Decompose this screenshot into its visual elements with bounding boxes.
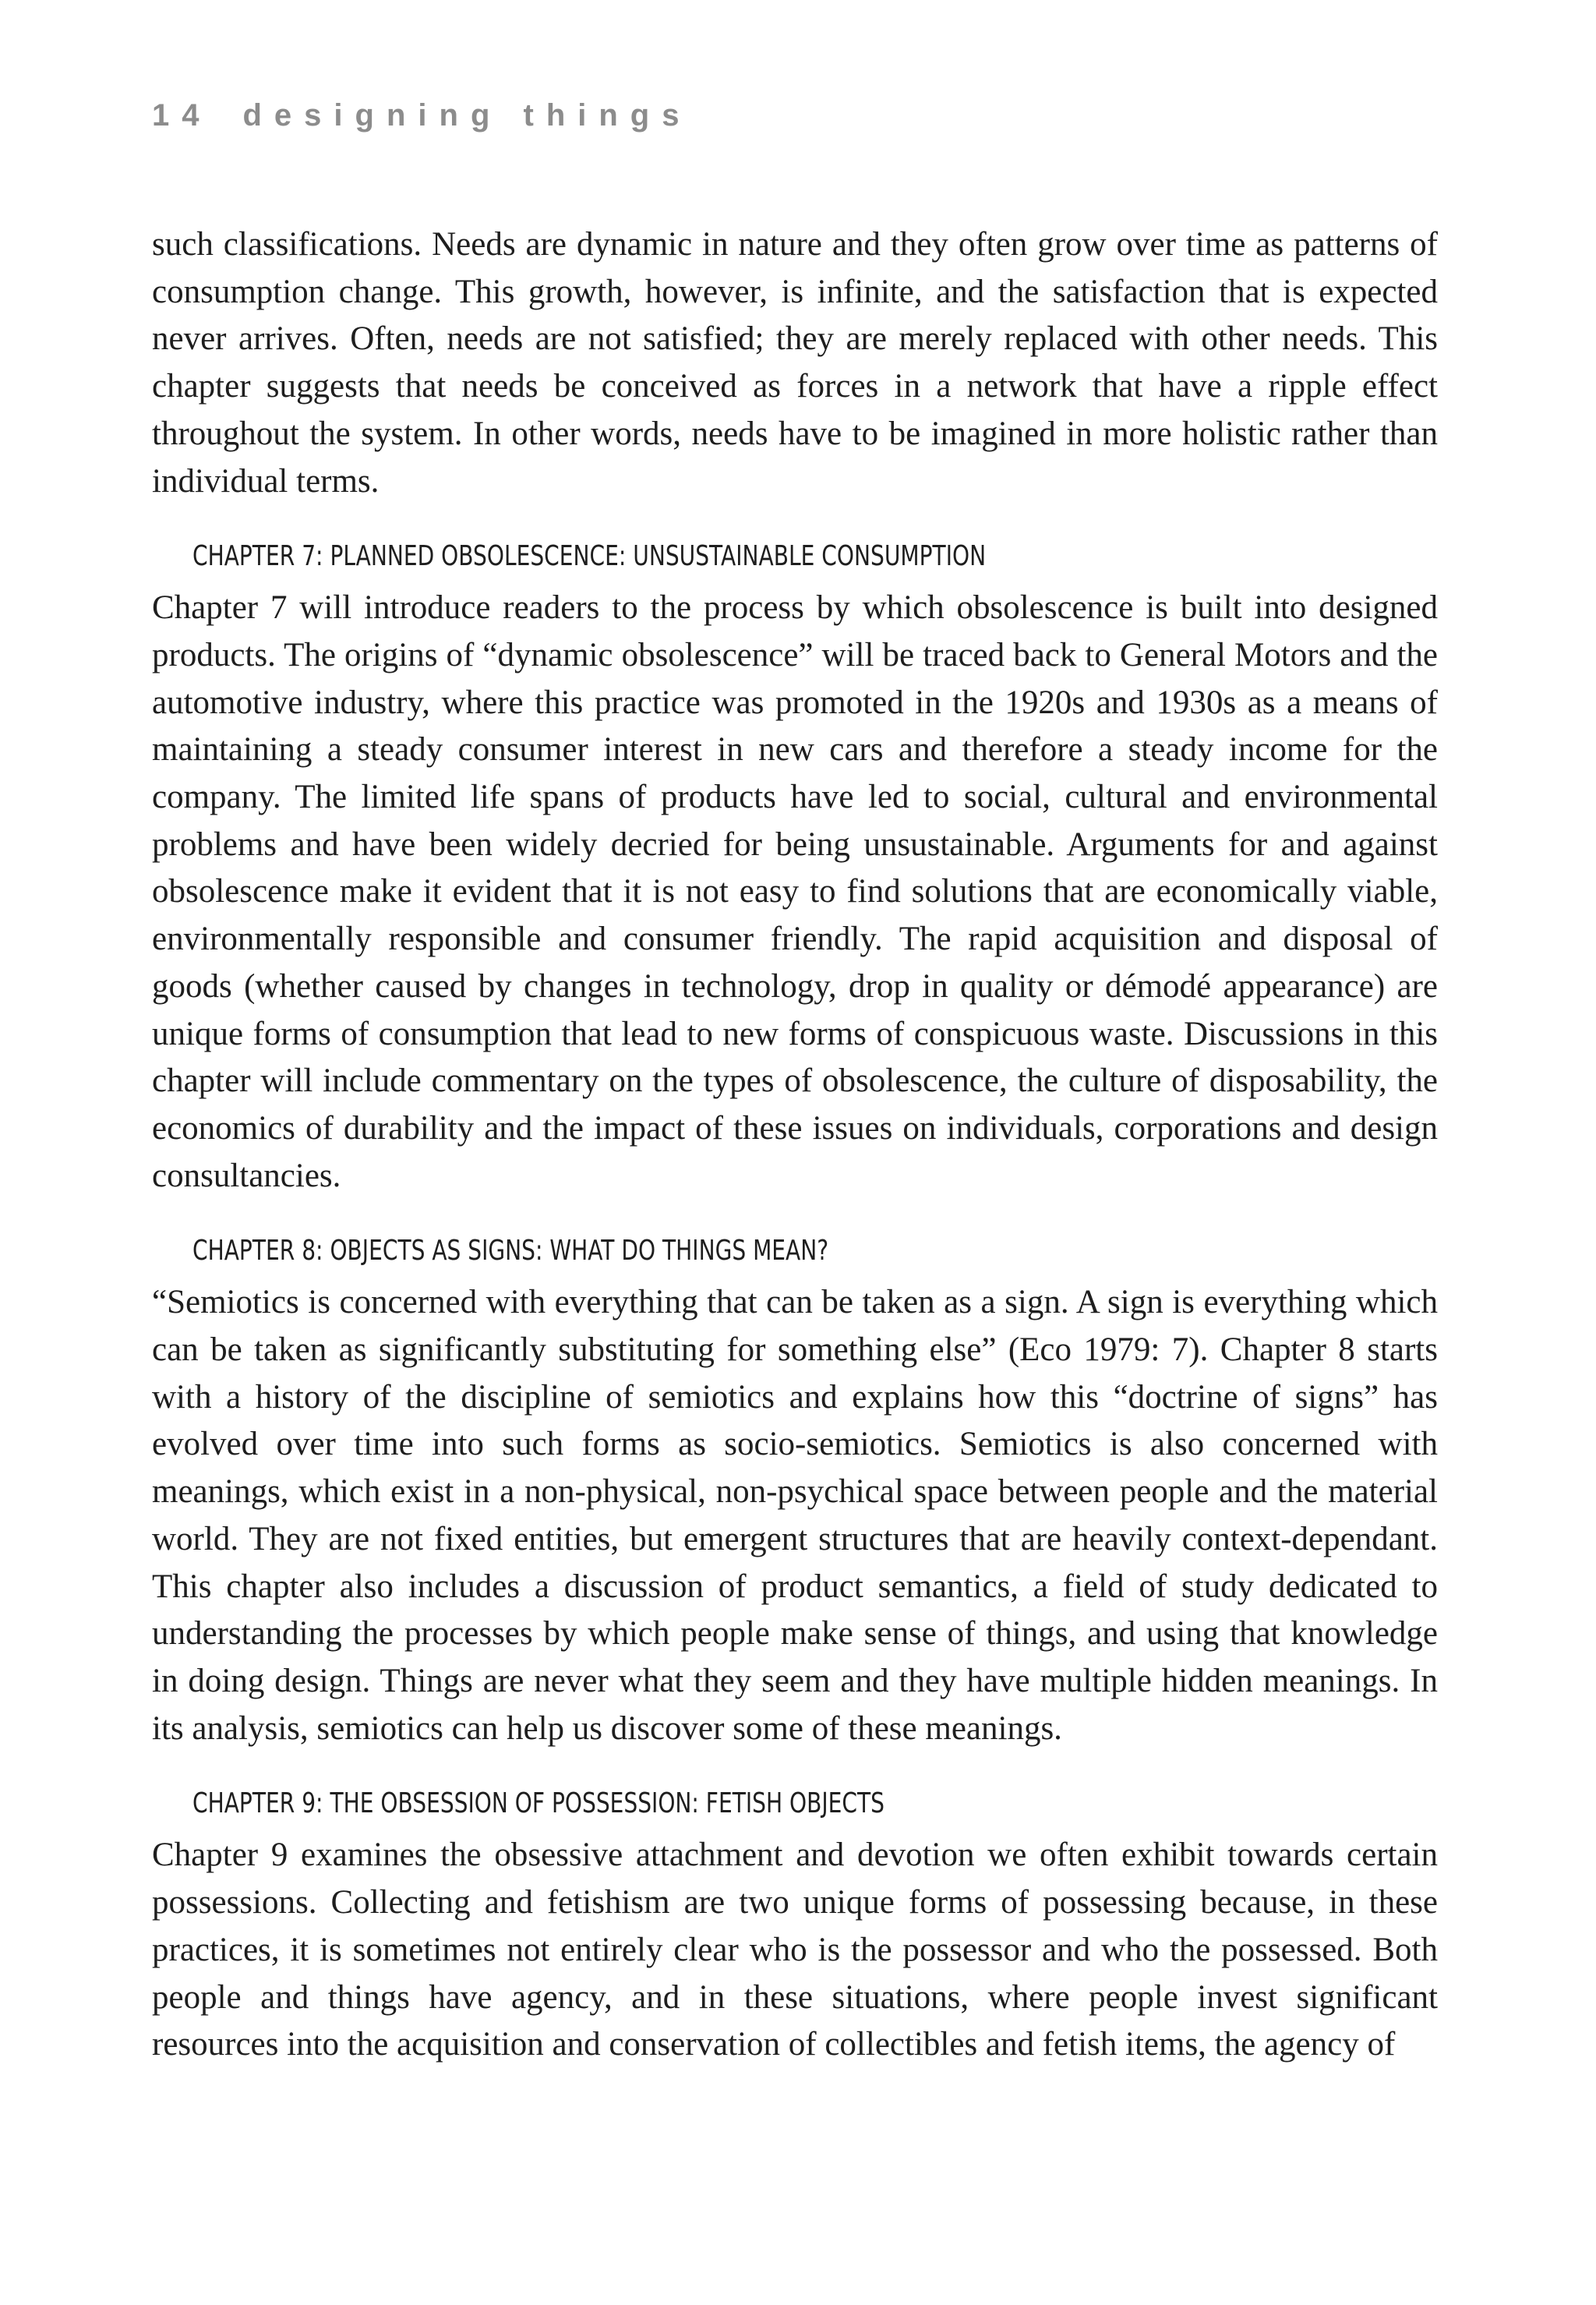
intro-paragraph: such classifications. Needs are dynamic in nature and they often grow over time as patterns of consumption change. This growth, however, is infinite, and the satisfaction that is expected never arrives. Often, needs are not satisfied; they are merely replaced with other needs. This chapter suggests that needs be conceived as forces in a network that have a ripple effect throughout the system. In other words, needs have to be imagined in more holistic rather than individual terms. (152, 226, 1438, 500)
chapter-7-heading: CHAPTER 7: PLANNED OBSOLESCENCE: UNSUSTAINABLE CONSUMPTION (192, 540, 987, 573)
page-number: 14 (152, 98, 212, 133)
chapter-9-heading: CHAPTER 9: THE OBSESSION OF POSSESSION: FETISH OBJECTS (192, 1787, 885, 1820)
body-text (152, 221, 1438, 2069)
running-head (152, 98, 691, 133)
chapter-8-paragraph: “Semiotics is concerned with everything that can be taken as a sign. A sign is everything which can be taken as significantly substituting for something else” (Eco 1979: 7). Chapter 8 starts with a history of the discipline of semiotics and explains how this “doctrine of signs” has evolved over time into such forms as socio-semiotics. Semiotics is also concerned with meanings, which exist in a non-physical, non-psychical space between people and the material world. They are not fixed entities, but emergent structures that are heavily context-dependant. This chapter also includes a discussion of product semantics, a field of study dedicated to understanding the processes by which people make sense of things, and using that knowledge in doing design. Things are never what they seem and they have multiple hidden meanings. In its analysis, semiotics can help us discover some of these meanings. (152, 1284, 1438, 1747)
chapter-8-heading: CHAPTER 8: OBJECTS AS SIGNS: WHAT DO THINGS MEAN? (192, 1235, 829, 1267)
chapter-9-paragraph: Chapter 9 examines the obsessive attachment and devotion we often exhibit towards certain possessions. Collecting and fetishism are two unique forms of possessing because, in these practices, it is sometimes not entirely clear who is the possessor and who the possessed. Both people and things have agency, and in these situations, where people invest significant resources into the acquisition and conservation of collectibles and fetish items, the agency of (152, 1837, 1438, 2063)
running-title: designing things (242, 98, 692, 133)
chapter-7-paragraph: Chapter 7 will introduce readers to the process by which obsolescence is built into designed products. The origins of “dynamic obsolescence” will be traced back to General Motors and the automotive industry, where this practice was promoted in the 1920s and 1930s as a means of maintaining a steady consumer interest in new cars and therefore a steady income for the company. The limited life spans of products have led to social, cultural and environmental problems and have been widely decried for being unsustainable. Arguments for and against obsolescence make it evident that it is not easy to find solutions that are economically viable, environmentally responsible and consumer friendly. The rapid acquisition and disposal of goods (whether caused by changes in technology, drop in quality or démodé appearance) are unique forms of consumption that lead to new forms of conspicuous waste. Discussions in this chapter will include commentary on the types of obsolescence, the culture of disposability, the economics of durability and the impact of these issues on individuals, corporations and design consultancies. (152, 589, 1438, 1194)
